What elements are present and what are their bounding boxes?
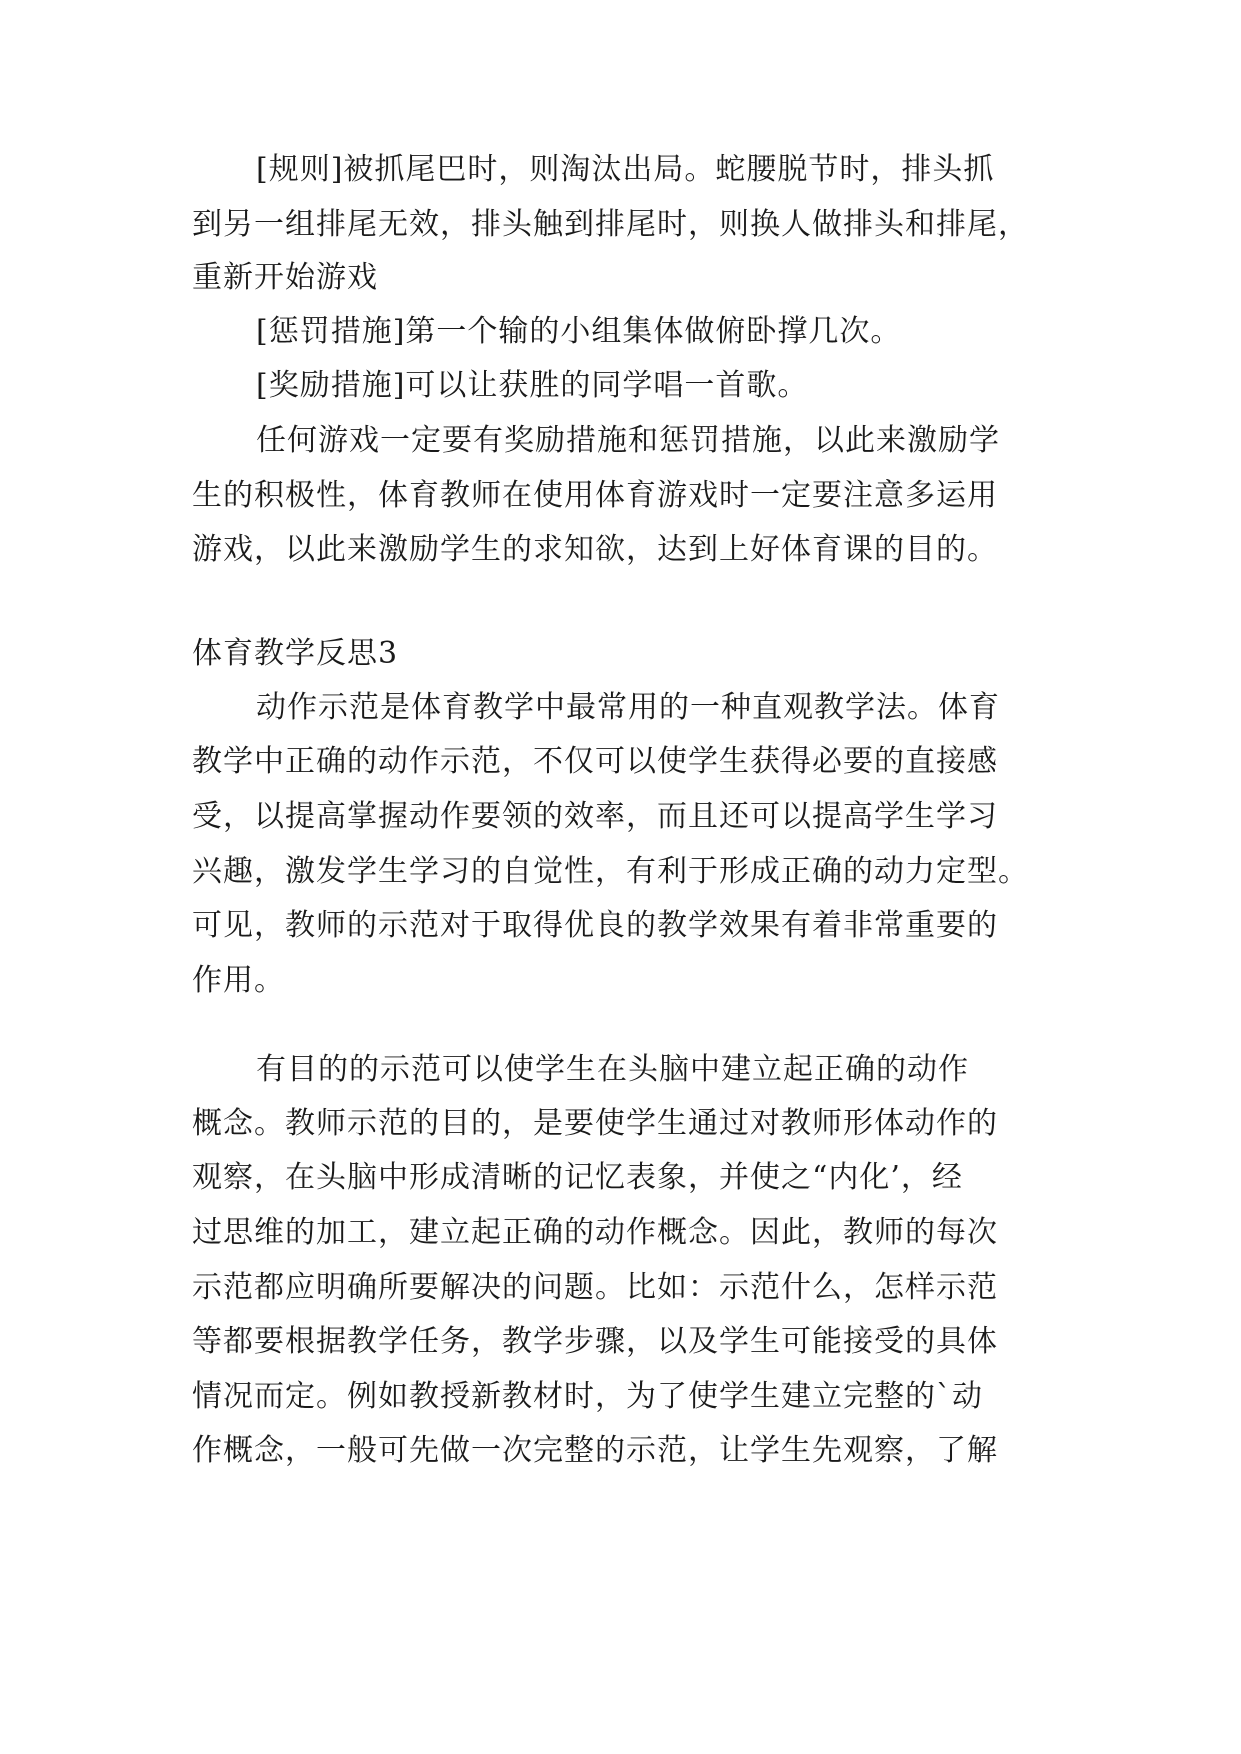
paragraph1-line-3: 受，以提高掌握动作要领的效率，而且还可以提高学生学习 (192, 799, 998, 834)
paragraph1-line-5: 可见，教师的示范对于取得优良的教学效果有着非常重要的 (192, 908, 998, 943)
paragraph1-line-6: 作用。 (192, 963, 285, 998)
paragraph1-line-1: 动作示范是体育教学中最常用的一种直观教学法。体育 (256, 690, 1000, 725)
paragraph2-line-2: 概念。教师示范的目的，是要使学生通过对教师形体动作的 (192, 1106, 998, 1141)
penalty-line: [惩罚措施]第一个输的小组集体做俯卧撑几次。 (256, 314, 902, 349)
summary-line-1: 任何游戏一定要有奖励措施和惩罚措施，以此来激励学 (256, 423, 1000, 458)
reward-line: [奖励措施]可以让获胜的同学唱一首歌。 (256, 368, 809, 403)
paragraph2-line-1: 有目的的示范可以使学生在头脑中建立起正确的动作 (256, 1052, 969, 1087)
rules-line-3: 重新开始游戏 (192, 260, 378, 295)
paragraph2-line-5: 示范都应明确所要解决的问题。比如：示范什么，怎样示范 (192, 1270, 998, 1305)
rules-line-2: 到另一组排尾无效，排头触到排尾时，则换人做排头和排尾， (192, 207, 1029, 242)
section-heading: 体育教学反思3 (192, 636, 399, 671)
summary-line-2: 生的积极性，体育教师在使用体育游戏时一定要注意多运用 (192, 478, 998, 513)
paragraph2-line-3: 观察，在头脑中形成清晰的记忆表象，并使之“内化’，经 (192, 1160, 963, 1195)
paragraph2-line-4: 过思维的加工，建立起正确的动作概念。因此，教师的每次 (192, 1215, 998, 1250)
paragraph2-line-8: 作概念，一般可先做一次完整的示范，让学生先观察，了解 (192, 1433, 998, 1468)
paragraph2-line-7: 情况而定。例如教授新教材时，为了使学生建立完整的`动 (192, 1379, 983, 1414)
paragraph2-line-6: 等都要根据教学任务，教学步骤，以及学生可能接受的具体 (192, 1324, 998, 1359)
rules-line-1: [规则]被抓尾巴时，则淘汰出局。蛇腰脱节时，排头抓 (256, 152, 995, 187)
paragraph1-line-2: 教学中正确的动作示范，不仅可以使学生获得必要的直接感 (192, 744, 998, 779)
paragraph1-line-4: 兴趣，激发学生学习的自觉性，有利于形成正确的动力定型。 (192, 854, 1029, 889)
summary-line-3: 游戏，以此来激励学生的求知欲，达到上好体育课的目的。 (192, 532, 998, 567)
